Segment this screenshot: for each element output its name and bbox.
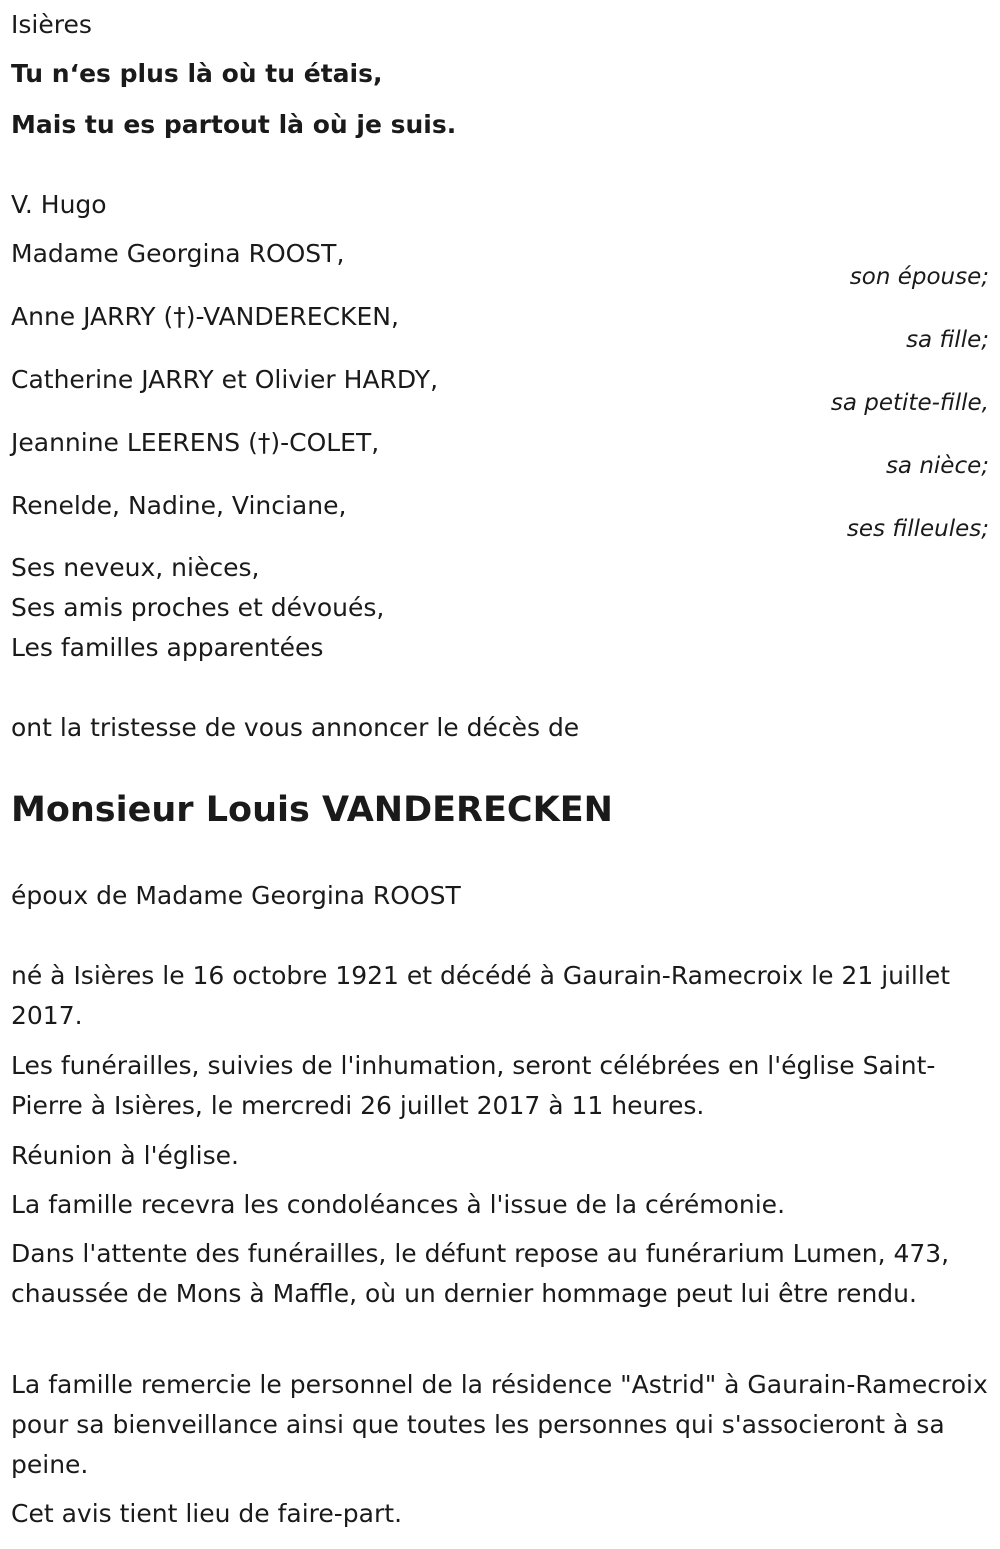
birth-death-paragraph: né à Isières le 16 octobre 1921 et décédé à Gaurain-Ramecroix le 21 juillet 2017.	[11, 961, 951, 1030]
thanks-paragraph: La famille remercie le personnel de la résidence "Astrid" à Gaurain-Ramecroix pour sa bienveillance ainsi que toutes les personnes qui s'associeront à sa peine.	[11, 1370, 988, 1479]
family-name: Madame Georgina ROOST,	[11, 239, 345, 268]
spouse-line: époux de Madame Georgina ROOST	[11, 881, 461, 910]
funeral-paragraph: Les funérailles, suivies de l'inhumation, seront célébrées en l'église Saint-Pierre à Isières, le mercredi 26 juillet 2017 à 11 heures.	[11, 1051, 936, 1120]
funerarium-paragraph: Dans l'attente des funérailles, le défunt repose au funérarium Lumen, 473, chaussée de Mons à Maffle, où un dernier hommage peut lui être rendu.	[11, 1239, 950, 1308]
meeting-paragraph: Réunion à l'église.	[11, 1141, 239, 1170]
family-relation: son épouse;	[849, 264, 989, 290]
poem-line-2: Mais tu es partout là où je suis.	[11, 110, 457, 139]
family-relation: ses filleules;	[846, 516, 989, 542]
family-relation: sa nièce;	[885, 453, 989, 479]
poem-line-1: Tu n‘es plus là où tu étais,	[11, 59, 383, 88]
family-relation: sa petite-fille,	[830, 390, 989, 416]
condolences-paragraph: La famille recevra les condoléances à l'issue de la cérémonie.	[11, 1190, 786, 1219]
deceased-name: Monsieur Louis VANDERECKEN	[11, 790, 613, 830]
poem-author: V. Hugo	[11, 190, 107, 219]
others-line: Les familles apparentées	[11, 633, 324, 662]
family-name: Jeannine LEERENS (†)-COLET,	[11, 428, 380, 457]
others-line: Ses amis proches et dévoués,	[11, 593, 385, 622]
family-relation: sa fille;	[906, 327, 989, 353]
announcement: ont la tristesse de vous annoncer le décès de	[11, 713, 580, 742]
family-name: Anne JARRY (†)-VANDERECKEN,	[11, 302, 399, 331]
place-heading: Isières	[11, 10, 92, 39]
notice-paragraph: Cet avis tient lieu de faire-part.	[11, 1499, 403, 1528]
family-name: Renelde, Nadine, Vinciane,	[11, 491, 347, 520]
family-name: Catherine JARRY et Olivier HARDY,	[11, 365, 439, 394]
others-line: Ses neveux, nièces,	[11, 553, 260, 582]
